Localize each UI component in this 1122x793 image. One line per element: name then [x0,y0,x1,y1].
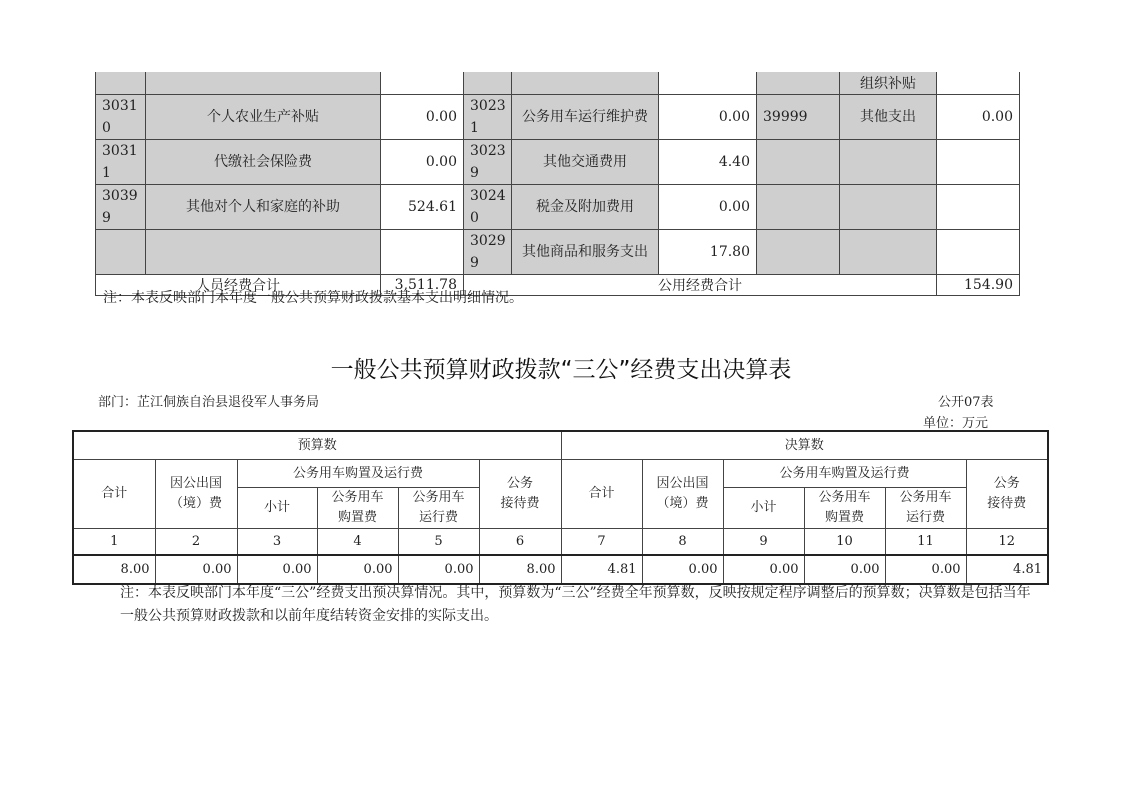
abroad-header: 因公出国 （境）费 [155,460,237,529]
index-row [73,529,1048,556]
value-row [73,555,1048,584]
table-row [96,72,1020,94]
cell-value: 17.80 [659,229,757,274]
cell-value [937,139,1020,184]
cell-code [757,229,840,274]
column-index: 4 [317,529,398,556]
cell-value: 0.00 [723,555,804,584]
page-title: 一般公共预算财政拨款“三公”经费支出决算表 [330,357,792,383]
final-header: 决算数 [561,431,1048,460]
cell-name [840,139,937,184]
cell-value [381,229,464,274]
cell-value: 0.00 [659,94,757,139]
cell-value: 0.00 [381,139,464,184]
abroad-header: 因公出国 （境）费 [642,460,723,529]
column-index: 1 [73,529,155,556]
cell-code: 30240 [464,184,512,229]
cell-code: 30311 [96,139,146,184]
cell-name: 代缴社会保险费 [146,139,381,184]
column-index: 10 [804,529,885,556]
column-index: 3 [237,529,317,556]
cell-name: 其他支出 [840,94,937,139]
reception-header: 公务 接待费 [966,460,1048,529]
cell-value: 8.00 [479,555,561,584]
cell-value: 0.00 [155,555,237,584]
cell-value [937,229,1020,274]
table-note: 注：本表反映部门本年度一般公共预算财政拨款基本支出明细情况。 [103,290,523,306]
header-row [73,460,1048,488]
form-number: 公开07表 [938,395,994,410]
car-purchase-header: 公务用车 购置费 [317,488,398,529]
cell-value: 0.00 [398,555,479,584]
cell-code: 30299 [464,229,512,274]
cell-value: 524.61 [381,184,464,229]
cell-code: 30399 [96,184,146,229]
cell-code: 30239 [464,139,512,184]
cell-value: 4.81 [966,555,1048,584]
total-header: 合计 [73,460,155,529]
public-total-label: 公用经费合计 [464,274,937,295]
car-operation-header: 公务用车 运行费 [885,488,966,529]
car-header: 公务用车购置及运行费 [237,460,479,488]
cell-code [96,229,146,274]
table-note: 注：本表反映部门本年度“三公”经费支出预决算情况。其中，预算数为“三公”经费全年预算数，反映按规定程序调整后的预算数；决算数是包括当年一般公共预算财政拨款和以前年度结转资金安排的实际支出。 [120,585,1031,624]
cell-code: 30231 [464,94,512,139]
cell-name [840,184,937,229]
personnel-total-label: 人员经费合计 [96,274,381,295]
table-row [96,94,1020,139]
budget-header: 预算数 [73,431,561,460]
cell-value: 0.00 [659,184,757,229]
cell-name: 其他商品和服务支出 [512,229,659,274]
basic-expense-detail-table [95,72,1020,296]
cell-value: 4.40 [659,139,757,184]
department-label: 部门：芷江侗族自治县退役军人事务局 [98,395,320,410]
unit-label: 单位：万元 [923,416,989,431]
cell-value [937,184,1020,229]
cell-name: 税金及附加费用 [512,184,659,229]
cell-value: 0.00 [885,555,966,584]
table-row [96,184,1020,229]
column-index: 5 [398,529,479,556]
cell-name: 公务用车运行维护费 [512,94,659,139]
column-index: 2 [155,529,237,556]
cell-code [757,184,840,229]
cell-name: 组织补贴 [840,72,937,94]
cell-name: 个人农业生产补贴 [146,94,381,139]
column-index: 9 [723,529,804,556]
cell-value: 0.00 [937,94,1020,139]
cell-name: 其他交通费用 [512,139,659,184]
public-total-value: 154.90 [937,274,1020,295]
column-index: 6 [479,529,561,556]
header-row [73,431,1048,460]
cell-value: 0.00 [642,555,723,584]
total-header: 合计 [561,460,642,529]
cell-value: 0.00 [317,555,398,584]
column-index: 8 [642,529,723,556]
cell-code: 39999 [757,94,840,139]
cell-value: 4.81 [561,555,642,584]
column-index: 11 [885,529,966,556]
reception-header: 公务 接待费 [479,460,561,529]
cell-value: 0.00 [381,94,464,139]
cell-code: 30310 [96,94,146,139]
column-index: 12 [966,529,1048,556]
subtotal-header: 小计 [237,488,317,529]
table-row [96,139,1020,184]
cell-name [840,229,937,274]
car-purchase-header: 公务用车 购置费 [804,488,885,529]
cell-value: 8.00 [73,555,155,584]
cell-name: 其他对个人和家庭的补助 [146,184,381,229]
sangong-expense-table [72,430,1049,585]
table-row [96,229,1020,274]
car-header: 公务用车购置及运行费 [723,460,966,488]
personnel-total-value: 3,511.78 [381,274,464,295]
cell-value: 0.00 [237,555,317,584]
cell-value: 0.00 [804,555,885,584]
cell-code [757,139,840,184]
car-operation-header: 公务用车 运行费 [398,488,479,529]
column-index: 7 [561,529,642,556]
cell-name [146,229,381,274]
subtotal-header: 小计 [723,488,804,529]
